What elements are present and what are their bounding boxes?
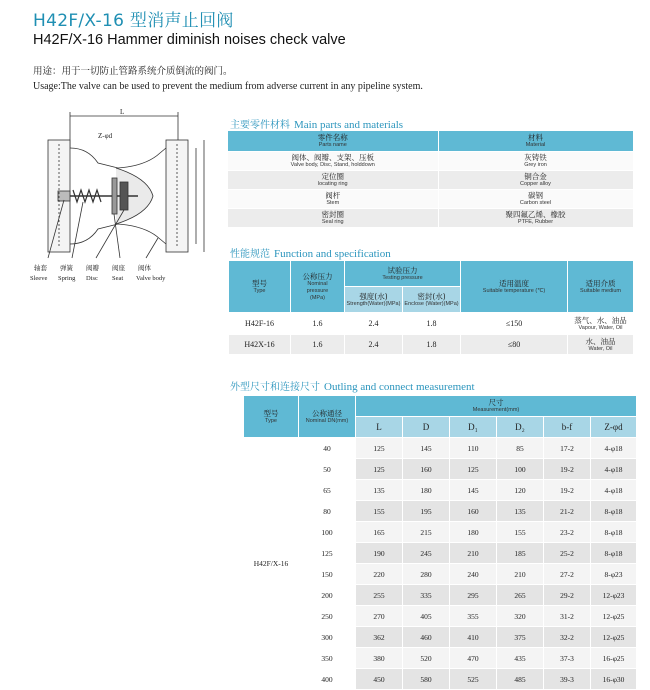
dims-value-cell: 155 xyxy=(356,501,403,522)
dims-value-cell: 320 xyxy=(497,606,544,627)
dims-value-cell: 362 xyxy=(356,627,403,648)
dims-value-cell: 8-φ23 xyxy=(591,564,637,585)
dims-dn-cell: 300 xyxy=(299,627,356,648)
dims-value-cell: 210 xyxy=(497,564,544,585)
usage-text-cn: 用途：用于一切防止管路系统介质倒流的阀门。 xyxy=(33,66,233,77)
dims-value-cell: 195 xyxy=(403,501,450,522)
dims-value-cell: 255 xyxy=(356,585,403,606)
table-row xyxy=(244,480,637,501)
table-row: 密封圈 Seal ring 聚四氟乙烯、橡胶 PTFE, Rubber xyxy=(228,208,633,227)
dims-value-cell: 125 xyxy=(450,459,497,480)
label-body-en: Valve body xyxy=(136,275,166,282)
dims-dn-cell: 80 xyxy=(299,501,356,522)
dims-value-cell: 355 xyxy=(450,606,497,627)
dims-model-cell: H42F/X-16 xyxy=(244,438,299,690)
table-row xyxy=(244,543,637,564)
dims-col-L: L xyxy=(356,417,403,438)
dims-dn-cell: 250 xyxy=(299,606,356,627)
dims-value-cell: 180 xyxy=(450,522,497,543)
dims-col-bf: b-f xyxy=(544,417,591,438)
dims-value-cell: 16-φ25 xyxy=(591,648,637,669)
label-body-cn: 阀体 xyxy=(138,264,151,272)
dims-value-cell: 145 xyxy=(450,480,497,501)
dims-value-cell: 335 xyxy=(403,585,450,606)
dims-value-cell: 110 xyxy=(450,438,497,459)
dim-L-label: L xyxy=(120,108,125,116)
dims-value-cell: 375 xyxy=(497,627,544,648)
dims-value-cell: 8-φ18 xyxy=(591,543,637,564)
dims-value-cell: 17-2 xyxy=(544,438,591,459)
table-row xyxy=(244,648,637,669)
dims-value-cell: 37-3 xyxy=(544,648,591,669)
dims-value-cell: 410 xyxy=(450,627,497,648)
dims-value-cell: 165 xyxy=(356,522,403,543)
spec-header-temp: 适用温度 Suitable temperature (℃) xyxy=(461,261,568,313)
dims-value-cell: 450 xyxy=(356,669,403,690)
dims-value-cell: 21-2 xyxy=(544,501,591,522)
dims-value-cell: 520 xyxy=(403,648,450,669)
spec-header-strength: 强度(水) Strength(Water)(MPa) xyxy=(345,287,403,313)
dims-value-cell: 100 xyxy=(497,459,544,480)
dims-header-size: 尺寸 Measurement(mm) xyxy=(356,396,637,417)
parts-table xyxy=(228,131,634,228)
table-row xyxy=(244,564,637,585)
dims-value-cell: 245 xyxy=(403,543,450,564)
table-row xyxy=(244,627,637,648)
dims-dn-cell: 100 xyxy=(299,522,356,543)
table-row: 阀体、阀瓣、支架、压板 Valve body, Disc, Stand, holddown 灰铸铁 Grey iron xyxy=(228,151,633,170)
label-disc-cn: 阀瓣 xyxy=(86,264,99,272)
dims-value-cell: 380 xyxy=(356,648,403,669)
dims-value-cell: 125 xyxy=(356,459,403,480)
dims-value-cell: 8-φ18 xyxy=(591,522,637,543)
dims-dn-cell: 350 xyxy=(299,648,356,669)
label-seat-cn: 阀座 xyxy=(112,264,125,272)
dims-section-title: 外型尺寸和连接尺寸 Outling and connect measurement xyxy=(230,381,475,393)
dims-dn-cell: 50 xyxy=(299,459,356,480)
valve-cross-section-drawing xyxy=(28,108,218,298)
dims-value-cell: 185 xyxy=(497,543,544,564)
label-disc-en: Disc xyxy=(86,275,98,282)
dims-col-D2: D₂ xyxy=(497,417,544,438)
dims-value-cell: 280 xyxy=(403,564,450,585)
label-spring-cn: 弹簧 xyxy=(60,264,73,272)
parts-section-title: 主要零件材料 Main parts and materials xyxy=(230,119,404,131)
dims-value-cell: 265 xyxy=(497,585,544,606)
dims-value-cell: 25-2 xyxy=(544,543,591,564)
dims-value-cell: 31-2 xyxy=(544,606,591,627)
dims-value-cell: 525 xyxy=(450,669,497,690)
dims-value-cell: 240 xyxy=(450,564,497,585)
dims-value-cell: 23-2 xyxy=(544,522,591,543)
dims-col-D1: D₁ xyxy=(450,417,497,438)
dims-value-cell: 4-φ18 xyxy=(591,438,637,459)
dims-header-dn: 公称通径 Nominal DN(mm) xyxy=(299,396,356,438)
dims-value-cell: 8-φ18 xyxy=(591,501,637,522)
dims-value-cell: 460 xyxy=(403,627,450,648)
dims-col-D: D xyxy=(403,417,450,438)
dims-value-cell: 39-3 xyxy=(544,669,591,690)
dims-header-type: 型号 Type xyxy=(244,396,299,438)
dims-dn-cell: 200 xyxy=(299,585,356,606)
dims-value-cell: 19-2 xyxy=(544,459,591,480)
dims-col-zd: Z-φd xyxy=(591,417,637,438)
dims-value-cell: 580 xyxy=(403,669,450,690)
spec-header-seal: 密封(水) Enclose (Water)(MPa) xyxy=(403,287,461,313)
dims-value-cell: 125 xyxy=(356,438,403,459)
parts-header-row: 零件名称 Parts name 材料 Material xyxy=(228,131,633,151)
table-row xyxy=(244,606,637,627)
dims-value-cell: 12-φ23 xyxy=(591,585,637,606)
table-row xyxy=(244,459,637,480)
page-title-en: H42F/X-16 Hammer diminish noises check valve xyxy=(33,32,346,48)
table-row xyxy=(244,669,637,690)
dims-value-cell: 135 xyxy=(356,480,403,501)
dims-dn-cell: 400 xyxy=(299,669,356,690)
label-seat-en: Seat xyxy=(112,275,124,282)
dims-value-cell: 295 xyxy=(450,585,497,606)
table-row: H42F-16 1.6 2.4 1.8 ≤150 蒸气、水、油品 Vapour, Water, Oil xyxy=(229,313,634,335)
dims-value-cell: 160 xyxy=(450,501,497,522)
dims-value-cell: 215 xyxy=(403,522,450,543)
dims-value-cell: 29-2 xyxy=(544,585,591,606)
dims-value-cell: 32-2 xyxy=(544,627,591,648)
table-row: H42X-16 1.6 2.4 1.8 ≤80 水、油品 Water, Oil xyxy=(229,335,634,355)
dims-value-cell: 12-φ25 xyxy=(591,606,637,627)
dims-value-cell: 210 xyxy=(450,543,497,564)
dims-table xyxy=(243,395,637,690)
dims-dn-cell: 150 xyxy=(299,564,356,585)
dims-value-cell: 85 xyxy=(497,438,544,459)
table-row xyxy=(244,501,637,522)
dims-value-cell: 16-φ30 xyxy=(591,669,637,690)
dims-value-cell: 435 xyxy=(497,648,544,669)
spec-header-type: 型号 Type xyxy=(229,261,291,313)
dims-dn-cell: 125 xyxy=(299,543,356,564)
dim-Z-label: Z-φd xyxy=(98,132,113,140)
dims-dn-cell: 65 xyxy=(299,480,356,501)
dims-value-cell: 12-φ25 xyxy=(591,627,637,648)
dims-value-cell: 180 xyxy=(403,480,450,501)
table-row xyxy=(244,522,637,543)
spec-section-title: 性能规范 Function and specification xyxy=(230,248,391,260)
dims-value-cell: 270 xyxy=(356,606,403,627)
label-sleeve-en: Sleeve xyxy=(30,275,48,282)
dims-value-cell: 220 xyxy=(356,564,403,585)
label-sleeve-cn: 轴套 xyxy=(34,264,47,272)
dims-value-cell: 4-φ18 xyxy=(591,480,637,501)
dims-value-cell: 485 xyxy=(497,669,544,690)
dims-value-cell: 4-φ18 xyxy=(591,459,637,480)
spec-header-medium: 适用介质 Suitable medium xyxy=(568,261,634,313)
dims-value-cell: 470 xyxy=(450,648,497,669)
dims-value-cell: 155 xyxy=(497,522,544,543)
table-row xyxy=(244,585,637,606)
dims-value-cell: 27-2 xyxy=(544,564,591,585)
spec-table xyxy=(228,260,634,355)
label-spring-en: Spring xyxy=(58,275,76,282)
dims-value-cell: 120 xyxy=(497,480,544,501)
table-row xyxy=(244,438,637,459)
usage-text-en: Usage:The valve can be used to prevent the medium from adverse current in any pipeline system. xyxy=(33,81,423,92)
dims-dn-cell: 40 xyxy=(299,438,356,459)
dims-value-cell: 145 xyxy=(403,438,450,459)
dims-value-cell: 135 xyxy=(497,501,544,522)
table-row: 阀杆 Stem 碳钢 Carbon steel xyxy=(228,189,633,208)
spec-header-tp: 试验压力 Testing pressure xyxy=(345,261,461,287)
dims-value-cell: 190 xyxy=(356,543,403,564)
table-row: 定位圈 locating ring 铜合金 Copper alloy xyxy=(228,170,633,189)
page-title-cn: H42F/X-16 型消声止回阀 xyxy=(33,11,234,31)
dims-value-cell: 405 xyxy=(403,606,450,627)
dims-value-cell: 160 xyxy=(403,459,450,480)
spec-header-np: 公称压力 Nominal pressure (MPa) xyxy=(291,261,345,313)
dims-value-cell: 19-2 xyxy=(544,480,591,501)
